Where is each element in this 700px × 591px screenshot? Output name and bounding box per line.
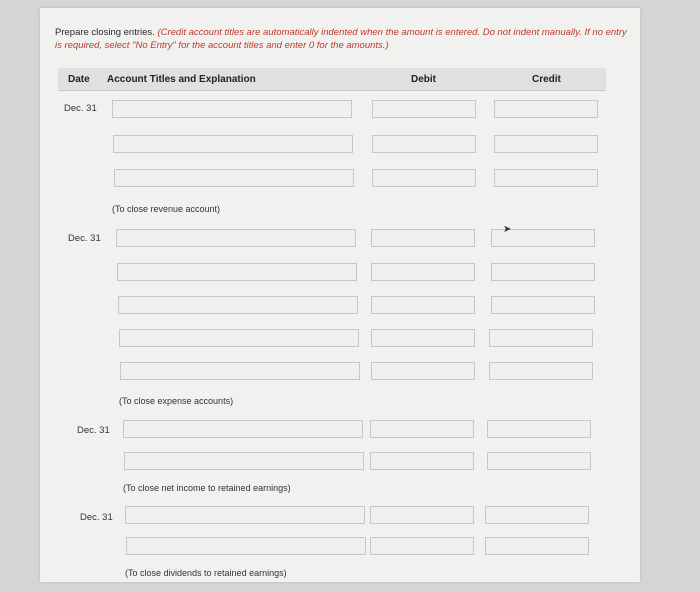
- entry-3-debit-field-2[interactable]: [370, 452, 474, 470]
- instructions-prefix: Prepare closing entries.: [55, 27, 158, 38]
- entry-2-account-field-2[interactable]: [117, 263, 357, 281]
- entry-3-credit-field-1[interactable]: [487, 420, 591, 438]
- entry-3-note: (To close net income to retained earnings): [123, 483, 291, 493]
- entry-2-credit-field-3[interactable]: [491, 296, 595, 314]
- entry-1-account-field-1[interactable]: [112, 100, 352, 118]
- instructions-text: [55, 26, 635, 52]
- instructions-emphasis: (Credit account titles are automatically indented when the amount is entered. Do not indent manually. If no entry is required, select "No Entry" for the account titles and enter 0 for the amounts.): [55, 27, 627, 51]
- entry-2-debit-field-1[interactable]: [371, 229, 475, 247]
- entry-3-debit-field-1[interactable]: [370, 420, 474, 438]
- entry-1-credit-field-2[interactable]: [494, 135, 598, 153]
- entry-2-credit-field-4[interactable]: [489, 329, 593, 347]
- header-account-titles: Account Titles and Explanation: [107, 74, 256, 85]
- entry-2-credit-field-5[interactable]: [489, 362, 593, 380]
- entry-2-debit-field-5[interactable]: [371, 362, 475, 380]
- entry-2-date: Dec. 31: [68, 233, 101, 244]
- entry-2-credit-field-2[interactable]: [491, 263, 595, 281]
- header-credit: Credit: [532, 74, 561, 85]
- entry-2-debit-field-4[interactable]: [371, 329, 475, 347]
- entry-4-credit-field-2[interactable]: [485, 537, 589, 555]
- worksheet-panel: [40, 8, 640, 582]
- entry-3-account-field-1[interactable]: [123, 420, 363, 438]
- entry-4-account-field-2[interactable]: [126, 537, 366, 555]
- entry-2-account-field-3[interactable]: [118, 296, 358, 314]
- entry-4-credit-field-1[interactable]: [485, 506, 589, 524]
- entry-1-debit-field-1[interactable]: [372, 100, 476, 118]
- entry-1-account-field-2[interactable]: [113, 135, 353, 153]
- entry-1-note: (To close revenue account): [112, 204, 221, 214]
- entry-1-debit-field-3[interactable]: [372, 169, 476, 187]
- entry-3-account-field-2[interactable]: [124, 452, 364, 470]
- entry-4-note: (To close dividends to retained earnings): [125, 568, 287, 578]
- entry-2-debit-field-2[interactable]: [371, 263, 475, 281]
- entry-4-date: Dec. 31: [80, 512, 113, 523]
- entry-2-account-field-5[interactable]: [120, 362, 360, 380]
- entry-2-note: (To close expense accounts): [119, 396, 234, 406]
- header-date: Date: [68, 74, 90, 85]
- cursor-arrow-icon: ➤: [503, 224, 512, 235]
- entry-1-credit-field-3[interactable]: [494, 169, 598, 187]
- entry-4-debit-field-2[interactable]: [370, 537, 474, 555]
- entry-4-account-field-1[interactable]: [125, 506, 365, 524]
- entry-2-account-field-1[interactable]: [116, 229, 356, 247]
- entry-1-account-field-3[interactable]: [114, 169, 354, 187]
- entry-1-credit-field-1[interactable]: [494, 100, 598, 118]
- entry-2-debit-field-3[interactable]: [371, 296, 475, 314]
- entry-2-account-field-4[interactable]: [119, 329, 359, 347]
- entry-4-debit-field-1[interactable]: [370, 506, 474, 524]
- entry-1-date: Dec. 31: [64, 103, 97, 114]
- entry-3-date: Dec. 31: [77, 425, 110, 436]
- entry-1-debit-field-2[interactable]: [372, 135, 476, 153]
- header-debit: Debit: [411, 74, 436, 85]
- entry-3-credit-field-2[interactable]: [487, 452, 591, 470]
